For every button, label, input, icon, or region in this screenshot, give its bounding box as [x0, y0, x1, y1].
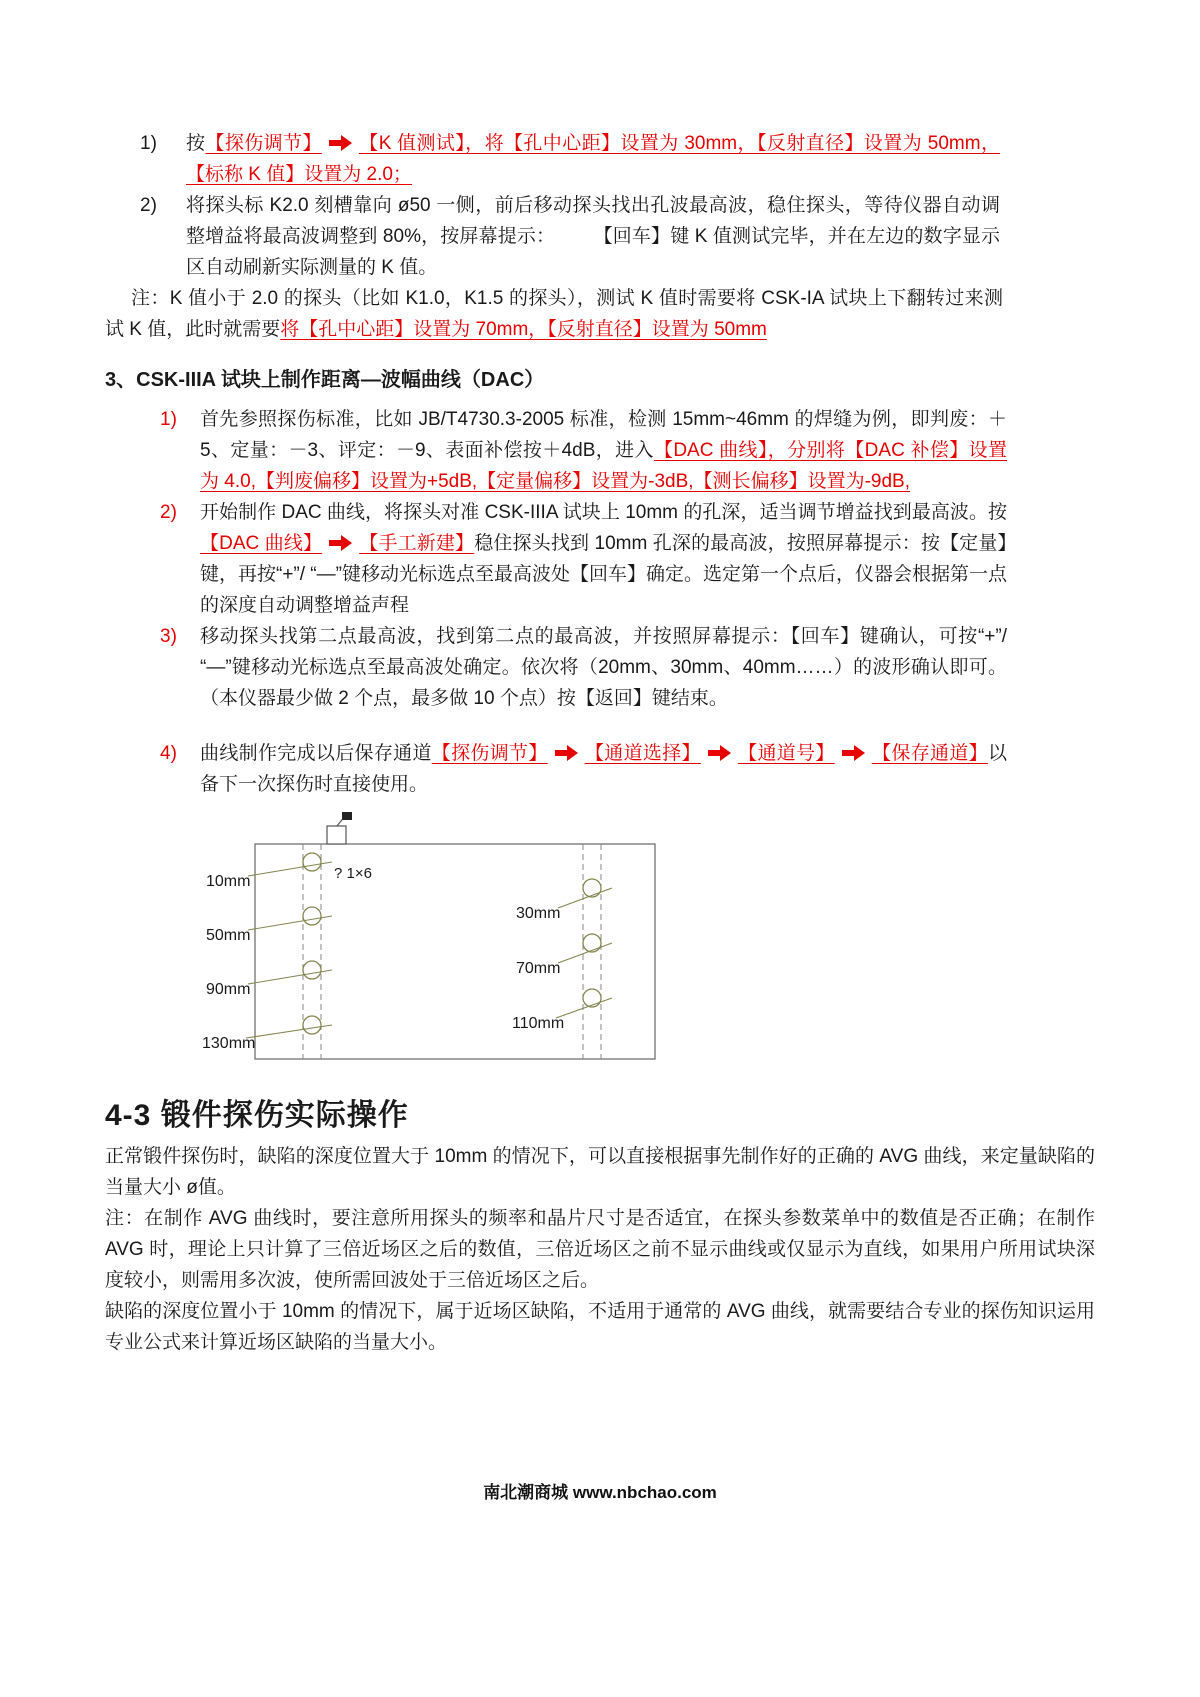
text-segment: 【通道选择】	[584, 743, 701, 764]
text-segment: 【K 值测试】，将【孔中心距】设置为 30mm，【反射直径】设置为 50mm，【标称 K 值】设置为 2.0；	[186, 133, 1000, 185]
arrow-right-icon	[328, 535, 353, 551]
body-paragraph: 注：在制作 AVG 曲线时，要注意所用探头的频率和晶片尺寸是否适宜，在探头参数菜单中的数值是否正确；在制作 AVG 时，理论上只计算了三倍近场区之后的数值，三倍近场区之前不显示曲线或仅显示为直线，如果用户所用试块深度较小，则需用多次波，使所需回波处于三倍近场区之后。	[105, 1208, 1095, 1291]
text-segment: 稳住探头找到 10mm 孔深的最高波，按照屏幕提示：按【定量】键，再按“+”/ “—”键移动光标选点至最高波处【回车】确定。选定第一个点后，仪器会根据第一点的深度自动调整增益声程	[200, 533, 1007, 616]
k-value-test-list	[140, 128, 1000, 283]
arrow-right-icon	[328, 135, 353, 151]
note-paragraph	[105, 283, 1003, 345]
item-text	[200, 404, 1007, 497]
text-segment: 曲线制作完成以后保存通道	[200, 743, 432, 764]
text-segment: 按	[186, 133, 206, 154]
depth-label: 90mm	[206, 981, 251, 998]
text-segment: 【手工新建】	[359, 533, 475, 554]
section-4-3-heading: 4-3 锻件探伤实际操作	[105, 1099, 409, 1132]
item-number: 3)	[160, 626, 177, 647]
text-segment: 【探伤调节】	[431, 743, 548, 764]
depth-label: 70mm	[516, 960, 561, 977]
list-item	[160, 621, 1007, 714]
item-text	[200, 497, 1007, 621]
text-segment: 【DAC 曲线】，分别将【DAC 补偿】设置为 4.0,【判废偏移】设置为+5dB,【定量偏移】设置为-3dB,【测长偏移】设置为-9dB,	[200, 440, 1007, 492]
item-text	[186, 190, 1000, 283]
depth-label: 110mm	[512, 1015, 565, 1032]
item-number: 1)	[160, 409, 177, 430]
text-segment: 以备下一次探伤时直接使用。	[200, 743, 1007, 795]
text-segment: 【探伤调节】	[205, 133, 322, 154]
text-segment: 开始制作 DAC 曲线，将探头对准 CSK-IIIA 试块上 10mm 的孔深，适当调节增益找到最高波。按	[200, 502, 1007, 523]
item-number: 2)	[140, 195, 157, 216]
section-3-heading: 3、CSK-IIIA 试块上制作距离—波幅曲线（DAC）	[105, 369, 545, 391]
item-number: 1)	[140, 133, 157, 154]
hole-size-label: ? 1×6	[334, 865, 372, 882]
item-number: 2)	[160, 502, 177, 523]
item-text	[186, 128, 1000, 190]
item-text	[200, 621, 1007, 714]
depth-label: 10mm	[206, 873, 251, 890]
body-paragraph: 正常锻件探伤时，缺陷的深度位置大于 10mm 的情况下，可以直接根据事先制作好的正确的 AVG 曲线，来定量缺陷的当量大小 ø值。	[105, 1146, 1095, 1198]
text-segment: 【通道号】	[737, 743, 835, 764]
text-segment: 注：K 值小于 2.0 的探头（比如 K1.0，K1.5 的探头），测试 K 值时需要将 CSK-IA 试块上下翻转过来测试 K 值，此时就需要	[105, 288, 1003, 340]
list-item	[160, 404, 1007, 497]
depth-label: 30mm	[516, 905, 561, 922]
depth-label: 50mm	[206, 927, 251, 944]
list-item	[160, 497, 1007, 621]
text-segment: 移动探头找第二点最高波，找到第二点的最高波，并按照屏幕提示：【回车】键确认，可按“+”/ “—”键移动光标选点至最高波处确定。依次将（20mm、30mm、40mm……）的波形确认即可。（本仪器最少做 2 个点，最多做 10 个点）按【返回】键结束。	[200, 626, 1007, 709]
depth-label: 130mm	[202, 1035, 256, 1052]
text-segment: 首先参照探伤标准，比如 JB/T4730.3-2005 标准，检测 15mm~46mm 的焊缝为例，即判废：＋5、定量：－3、评定：－9、表面补偿按＋4dB，进入	[200, 409, 1007, 461]
test-block-drawing	[200, 812, 680, 1080]
text-segment: 将【孔中心距】设置为 70mm，【反射直径】设置为 50mm	[280, 319, 767, 340]
probe-icon	[327, 812, 352, 844]
text-segment: 【DAC 曲线】	[200, 533, 323, 554]
test-block-diagram	[200, 812, 680, 1080]
list-item	[160, 738, 1007, 800]
text-segment: 将探头标 K2.0 刻槽靠向 ø50 一侧，前后移动探头找出孔波最高波，稳住探头，等待仪器自动调整增益将最高波调整到 80%，按屏幕提示： 【回车】键 K 值测试完毕，并在左边的数字显示区自动刷新实际测量的 K 值。	[186, 195, 1000, 278]
item-text	[200, 738, 1007, 800]
arrow-right-icon	[707, 745, 732, 761]
item-number: 4)	[160, 743, 177, 764]
arrow-right-icon	[554, 745, 579, 761]
dac-curve-list	[160, 404, 1007, 800]
body-paragraph: 缺陷的深度位置小于 10mm 的情况下，属于近场区缺陷，不适用于通常的 AVG 曲线，就需要结合专业的探伤知识运用专业公式来计算近场区缺陷的当量大小。	[105, 1301, 1095, 1353]
list-item	[140, 190, 1000, 283]
list-item	[140, 128, 1000, 190]
arrow-right-icon	[841, 745, 866, 761]
page-footer: 南北潮商城 www.nbchao.com	[483, 1483, 717, 1502]
text-segment: 【保存通道】	[871, 743, 988, 764]
